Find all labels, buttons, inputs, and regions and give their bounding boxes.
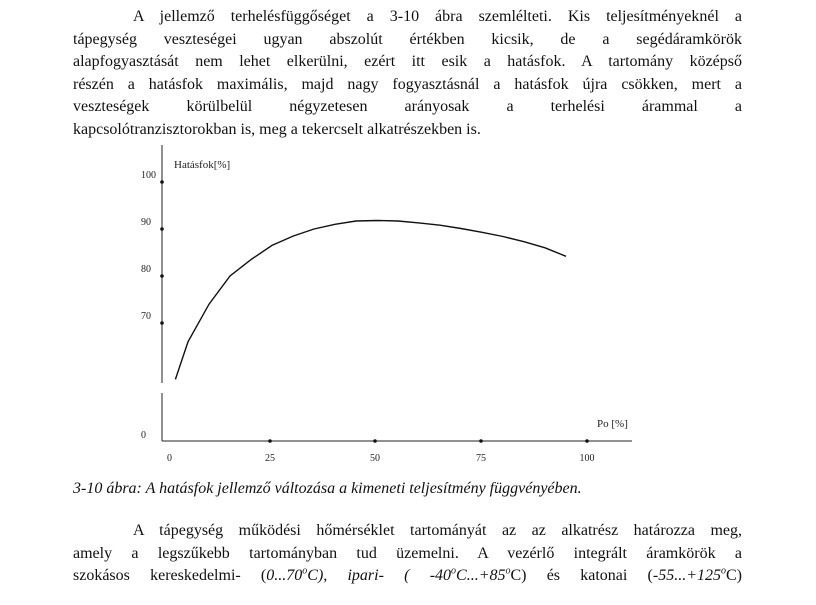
chart-axes	[162, 145, 632, 441]
x-tick-label: 0	[167, 453, 172, 464]
figure-caption: 3-10 ábra: A hatásfok jellemző változása a kimeneti teljesítmény függvényében.	[73, 480, 582, 497]
paragraph-1-line: részén a hatásfok maximális, majd nagy fogyasztásnál a hatásfok újra csökken, mert a	[73, 75, 742, 93]
paragraph-2-line: amely a legszűkebb tartományban tud üzemelni. A vezérlő integrált áramkörök a	[73, 544, 742, 562]
text-segment: -55...+125	[652, 567, 721, 584]
efficiency-curve	[175, 221, 566, 380]
degree-sign: o	[721, 565, 726, 577]
y-tick-mark	[160, 321, 164, 325]
paragraph-1-line: tápegység veszteségei ugyan abszolút értékben kicsik, de a segédáramkörök	[73, 30, 742, 48]
text-segment: -40	[429, 567, 452, 584]
x-tick-label: 75	[476, 453, 486, 464]
x-tick-label: 50	[370, 453, 380, 464]
text-segment: C), ipari- (	[307, 567, 410, 584]
paragraph-1-line: A jellemző terhelésfüggőséget a 3-10 ábra szemlélteti. Kis teljesítményeknél a	[133, 8, 742, 25]
y-tick-label: 70	[141, 311, 151, 322]
text-segment: C)	[726, 567, 742, 584]
paragraph-2-line-3	[73, 565, 742, 588]
paragraph-1-line: kapcsolótranzisztorokban is, meg a tekercselt alkatrészekben is.	[73, 120, 481, 138]
text-segment: szokásos kereskedelmi- (	[73, 567, 267, 584]
x-tick-mark	[585, 439, 589, 443]
y-tick-label: 0	[141, 430, 146, 441]
x-tick-label: 25	[265, 453, 275, 464]
x-tick-mark	[373, 439, 377, 443]
degree-sign: o	[451, 565, 457, 577]
x-tick-label: 100	[579, 453, 595, 464]
y-tick-mark	[160, 274, 164, 278]
y-tick-group	[141, 170, 164, 441]
temp-range-military	[653, 567, 726, 584]
degree-sign: o	[302, 565, 308, 577]
x-tick-group	[167, 439, 595, 464]
y-tick-label: 80	[141, 264, 151, 275]
paragraph-1-line: alapfogyasztását nem lehet elkerülni, ezért itt esik a hatásfok. A tartomány középső	[73, 53, 742, 70]
temp-range-commercial	[266, 567, 409, 584]
y-tick-mark	[160, 227, 164, 231]
x-tick-mark	[479, 439, 483, 443]
paragraph-1-line: veszteségek körülbelül négyzetesen arányosak a terhelési árammal a	[73, 98, 742, 115]
y-tick-mark	[160, 180, 164, 184]
text-segment: C) és katonai (	[510, 567, 653, 584]
y-tick-label: 100	[141, 170, 156, 181]
x-axis-label: Po [%]	[597, 418, 628, 430]
text-segment: 0...70	[266, 567, 303, 584]
paragraph-2	[73, 520, 742, 588]
temp-range-industrial	[430, 567, 511, 584]
y-axis-label: Hatásfok[%]	[174, 159, 231, 171]
y-tick-label: 90	[141, 217, 151, 228]
degree-sign: o	[505, 565, 511, 577]
x-tick-mark	[268, 439, 272, 443]
text-segment: C...+85	[456, 567, 506, 584]
paragraph-2-line: A tápegység működési hőmérséklet tartományát az az alkatrész határozza meg,	[133, 522, 742, 539]
